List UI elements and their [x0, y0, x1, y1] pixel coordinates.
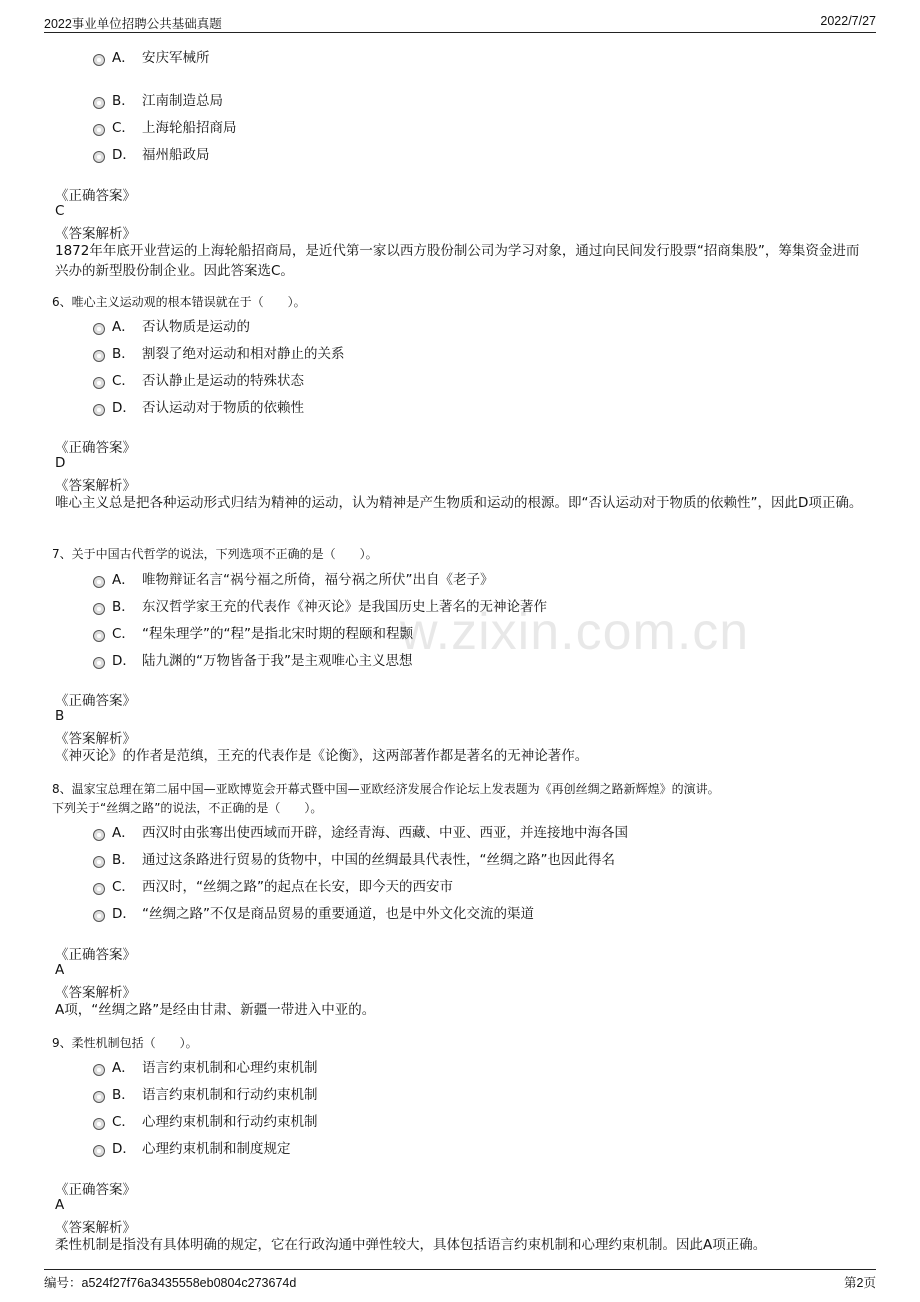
question-9: 9、柔性机制包括（ ）。 [52, 1036, 198, 1050]
answer-label: 《正确答案》 [55, 693, 136, 709]
radio-icon[interactable] [93, 1118, 105, 1130]
radio-icon[interactable] [93, 54, 105, 66]
radio-icon[interactable] [93, 1091, 105, 1103]
radio-icon[interactable] [93, 603, 105, 615]
radio-icon[interactable] [93, 576, 105, 588]
q5-option-a[interactable]: A． 安庆军械所 [93, 46, 210, 66]
radio-icon[interactable] [93, 97, 105, 109]
radio-icon[interactable] [93, 323, 105, 335]
document-title: 2022事业单位招聘公共基础真题 [44, 17, 222, 31]
radio-icon[interactable] [93, 350, 105, 362]
q5-option-b[interactable]: B． 江南制造总局 [93, 89, 223, 109]
explanation-text: 柔性机制是指没有具体明确的规定，它在行政沟通中弹性较大，具体包括语言约束机制和心理约束机制。因此A项正确。 [55, 1237, 767, 1253]
radio-icon[interactable] [93, 856, 105, 868]
page-number: 第2页 [844, 1276, 876, 1290]
radio-icon[interactable] [93, 1064, 105, 1076]
answer-label: 《正确答案》 [55, 440, 136, 456]
explanation-text: 唯心主义总是把各种运动形式归结为精神的运动，认为精神是产生物质和运动的根源。即“否认运动对于物质的依赖性”，因此D项正确。 [55, 495, 863, 511]
q7-option-a[interactable]: A． 唯物辩证名言“祸兮福之所倚，福兮祸之所伏”出自《老子》 [93, 568, 494, 588]
q7-option-d[interactable]: D． 陆九渊的“万物皆备于我”是主观唯心主义思想 [93, 649, 413, 669]
watermark: w.zixin.com.cn [400, 603, 750, 661]
question-7: 7、关于中国古代哲学的说法，下列选项不正确的是（ ）。 [52, 547, 378, 561]
q9-option-a[interactable]: A． 语言约束机制和心理约束机制 [93, 1056, 318, 1076]
q7-option-b[interactable]: B． 东汉哲学家王充的代表作《神灭论》是我国历史上著名的无神论著作 [93, 595, 547, 615]
q8-option-c[interactable]: C． 西汉时，“丝绸之路”的起点在长安，即今天的西安市 [93, 875, 453, 895]
radio-icon[interactable] [93, 404, 105, 416]
radio-icon[interactable] [93, 829, 105, 841]
document-code: 编号：a524f27f76a3435558eb0804c273674d [44, 1276, 297, 1290]
q6-option-b[interactable]: B． 割裂了绝对运动和相对静止的关系 [93, 342, 345, 362]
q8-option-a[interactable]: A． 西汉时由张骞出使西域而开辟，途经青海、西藏、中亚、西亚，并连接地中海各国 [93, 821, 628, 841]
answer-value: A [55, 962, 65, 978]
answer-value: D [55, 455, 66, 471]
explanation-label: 《答案解析》 [55, 478, 136, 494]
q9-option-c[interactable]: C． 心理约束机制和行动约束机制 [93, 1110, 318, 1130]
radio-icon[interactable] [93, 151, 105, 163]
q8-option-b[interactable]: B． 通过这条路进行贸易的货物中，中国的丝绸最具代表性，“丝绸之路”也因此得名 [93, 848, 615, 868]
document-date: 2022/7/27 [820, 14, 876, 28]
q9-option-b[interactable]: B． 语言约束机制和行动约束机制 [93, 1083, 318, 1103]
answer-value: C [55, 203, 65, 219]
q8-option-d[interactable]: D． “丝绸之路”不仅是商品贸易的重要通道，也是中外文化交流的渠道 [93, 902, 534, 922]
radio-icon[interactable] [93, 377, 105, 389]
q5-option-d[interactable]: D． 福州船政局 [93, 143, 210, 163]
q9-option-d[interactable]: D． 心理约束机制和制度规定 [93, 1137, 291, 1157]
answer-label: 《正确答案》 [55, 1182, 136, 1198]
explanation-label: 《答案解析》 [55, 731, 136, 747]
radio-icon[interactable] [93, 1145, 105, 1157]
answer-label: 《正确答案》 [55, 947, 136, 963]
explanation-label: 《答案解析》 [55, 985, 136, 1001]
page-header [44, 12, 876, 33]
radio-icon[interactable] [93, 630, 105, 642]
radio-icon[interactable] [93, 657, 105, 669]
answer-label: 《正确答案》 [55, 188, 136, 204]
q5-option-c[interactable]: C． 上海轮船招商局 [93, 116, 237, 136]
explanation-label: 《答案解析》 [55, 1220, 136, 1236]
q7-option-c[interactable]: C． “程朱理学”的“程”是指北宋时期的程颐和程颢 [93, 622, 413, 642]
radio-icon[interactable] [93, 124, 105, 136]
explanation-text: 1872年年底开业营运的上海轮船招商局，是近代第一家以西方股份制公司为学习对象，通过向民间发行股票“招商集股”，筹集资金进而兴办的新型股份制企业。因此答案选C。 [55, 243, 860, 279]
radio-icon[interactable] [93, 910, 105, 922]
answer-value: A [55, 1197, 65, 1213]
radio-icon[interactable] [93, 883, 105, 895]
question-6: 6、唯心主义运动观的根本错误就在于（ ）。 [52, 295, 306, 309]
answer-value: B [55, 708, 65, 724]
q6-option-c[interactable]: C． 否认静止是运动的特殊状态 [93, 369, 304, 389]
q6-option-d[interactable]: D． 否认运动对于物质的依赖性 [93, 396, 304, 416]
explanation-label: 《答案解析》 [55, 226, 136, 242]
explanation-text: 《神灭论》的作者是范缜，王充的代表作是《论衡》，这两部著作都是著名的无神论著作。 [55, 748, 589, 764]
question-8-line-1: 8、温家宝总理在第二届中国—亚欧博览会开幕式暨中国—亚欧经济发展合作论坛上发表题为《再创丝绸之路新辉煌》的演讲。 [52, 782, 720, 796]
page-footer [44, 1269, 876, 1292]
q6-option-a[interactable]: A． 否认物质是运动的 [93, 315, 250, 335]
question-8-line-2: 下列关于“丝绸之路”的说法，不正确的是（ ）。 [52, 801, 323, 815]
explanation-text: A项，“丝绸之路”是经由甘肃、新疆一带进入中亚的。 [55, 1002, 376, 1018]
